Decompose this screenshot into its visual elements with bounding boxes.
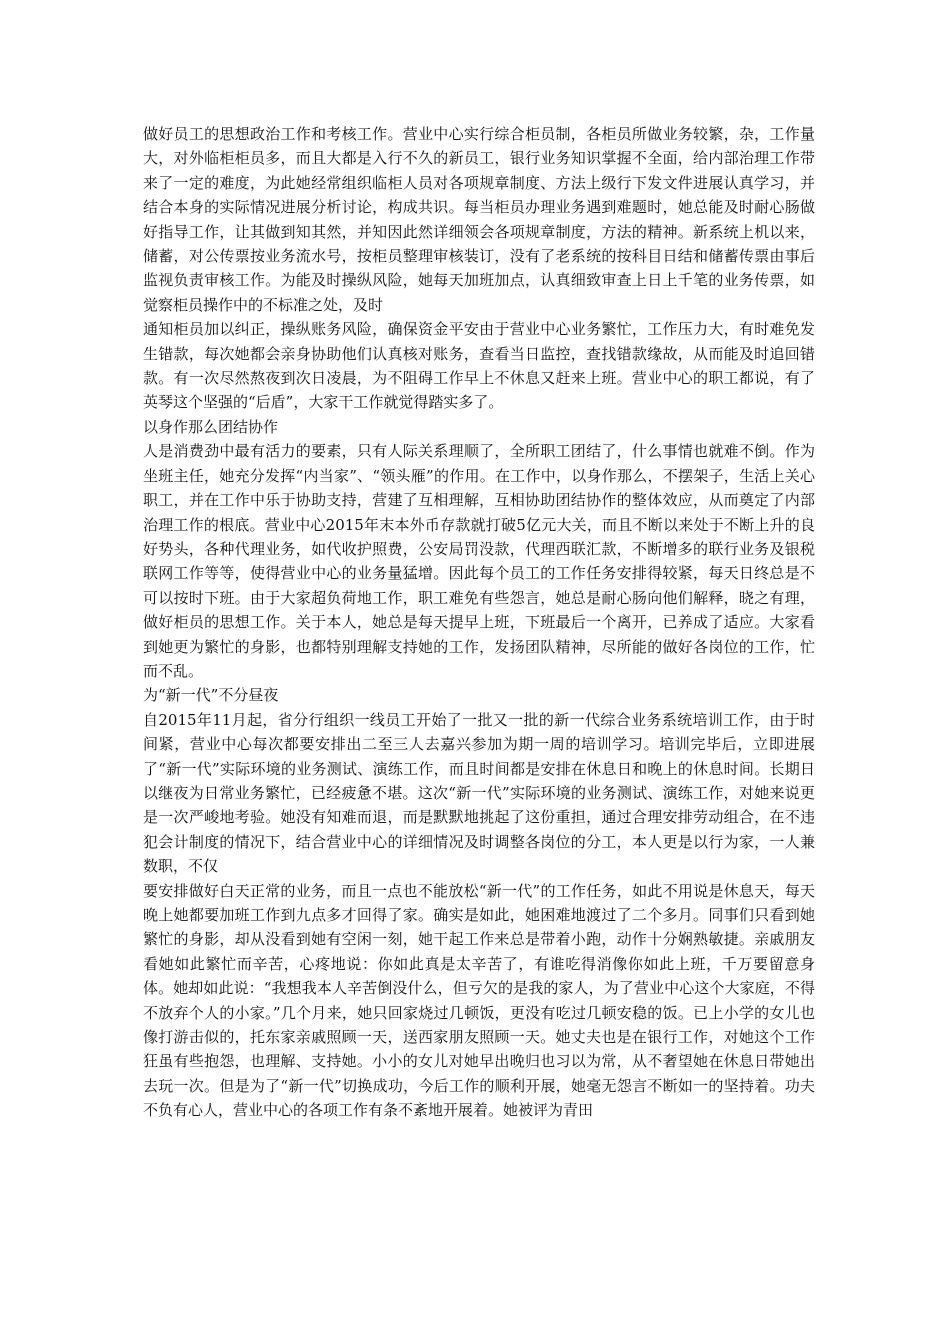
paragraph-4: 自2015年11月起，省分行组织一线员工开始了一批又一批的新一代综合业务系统培训工作，由于时间紧，营业中心每次都要安排出二至三人去嘉兴参加为期一周的培训学习。培训完毕后，立即进展了“新一代”实际环境的业务测试、演练工作，而且时间都是安排在休息日和晚上的休息时间。长期日以继夜为日常业务繁忙，已经疲惫不堪。这次“新一代”实际环境的业务测试、演练工作，对她来说更是一次严峻地考验。她没有知难而退，而是默默地挑起了这份重担，通过合理安排劳动组合，在不违犯会计制度的情况下，结合营业中心的详细情况及时调整各岗位的分工，本人更是以行为家，一人兼数职，不仅	[143, 710, 815, 876]
paragraph-5: 要安排做好白天正常的业务，而且一点也不能放松“新一代”的工作任务，如此不用说是休息天，每天晚上她都要加班工作到九点多才回得了家。确实是如此，她困难地渡过了二个多月。同事们只看到她繁忙的身影，却从没看到她有空闲一刻，她干起工作来总是带着小跑，动作十分娴熟敏捷。亲戚朋友看她如此繁忙而辛苦，心疼地说：你如此真是太辛苦了，有谁吃得消像你如此上班，千万要留意身体。她却如此说：“我想我本人辛苦倒没什么，但亏欠的是我的家人，为了营业中心这个大家庭，不得不放弃个人的小家。”几个月来，她只回家烧过几顿饭，更没有吃过几顿安稳的饭。已上小学的女儿也像打游击似的，托东家亲戚照顾一天，送西家朋友照顾一天。她丈夫也是在银行工作，对她这个工作狂虽有些抱怨，也理解、支持她。小小的女儿对她早出晚归也习以为常，从不奢望她在休息日带她出去玩一次。但是为了“新一代”切换成功，今后工作的顺利开展，她毫无怨言不断如一的坚持着。功夫不负有心人，营业中心的各项工作有条不紊地开展着。她被评为青田	[143, 881, 815, 1120]
paragraph-2: 通知柜员加以纠正，操纵账务风险，确保资金平安由于营业中心业务繁忙，工作压力大，有时难免发生错款，每次她都会亲身协助他们认真核对账务，查看当日监控，查找错款缘故，从而能及时追回错款。有一次尽然熬夜到次日凌晨，为不阻碍工作早上不休息又赶来上班。营业中心的职工都说，有了英琴这个坚强的“后盾”，大家干工作就觉得踏实多了。	[143, 320, 815, 412]
paragraph-1: 做好员工的思想政治工作和考核工作。营业中心实行综合柜员制，各柜员所做业务较繁，杂，工作量大，对外临柜柜员多，而且大都是入行不久的新员工，银行业务知识掌握不全面，给内部治理工作带来了一定的难度，为此她经常组织临柜人员对各项规章制度、方法上级行下发文件进展认真学习，并结合本身的实际情况进展分析讨论，构成共识。每当柜员办理业务遇到难题时，她总能及时耐心肠做好指导工作，让其做到知其然，并知因此然详细领会各项规章制度，方法的精神。新系统上机以来，储蓄，对公传票按业务流水号，按柜员整理审核装订，没有了老系统的按科目日结和储蓄传票由事后监视负责审核工作。为能及时操纵风险，她每天加班加点，认真细致审查上日上千笔的业务传票，如觉察柜员操作中的不标准之处，及时	[143, 125, 815, 314]
section-heading-1: 以身作那么团结协作	[143, 417, 279, 436]
section-heading-2: 为“新一代”不分昼夜	[143, 686, 279, 705]
paragraph-3: 人是消费劲中最有活力的要素，只有人际关系理顺了，全所职工团结了，什么事情也就难不倒。作为坐班主任，她充分发挥“内当家”、“领头雁”的作用。在工作中，以身作那么，不摆架子，生活上关心职工，并在工作中乐于协助支持，营建了互相理解，互相协助团结协作的整体效应，从而奠定了内部治理工作的根底。营业中心2015年末本外币存款就打破5亿元大关，而且不断以来处于不断上升的良好势头，各种代理业务，如代收护照费，公安局罚没款，代理西联汇款，不断增多的联行业务及银税联网工作等等，使得营业中心的业务量猛增。因此每个员工的工作任务安排得较紧，每天日终总是不可以按时下班。由于大家超负荷地工作，职工难免有些怨言，她总是耐心肠向他们解释，晓之有理，做好柜员的思想工作。关于本人，她总是每天提早上班，下班最后一个离开，已养成了适应。大家看到她更为繁忙的身影，也都特别理解支持她的工作，发扬团队精神，尽所能的做好各岗位的工作，忙而不乱。	[143, 442, 815, 680]
document-body	[143, 122, 815, 1123]
